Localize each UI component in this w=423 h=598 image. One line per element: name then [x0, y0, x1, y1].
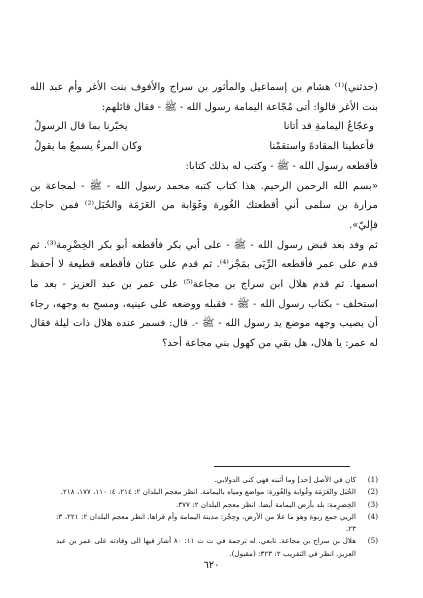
footnote-text: هلال بن سراج بن مجاعة. تابعي. له ترجمة في ت ت ١١: ٨٠ أشار فيها الى وفادته على عمر بن عبد العزيز. انظر في التقريب ٢: ٣٢٣: (مقبول). — [56, 536, 356, 558]
verse-line-2 — [30, 137, 378, 157]
verse-hemistich: يخبّرنا بما قال الرسولُ — [34, 121, 128, 133]
footnote-number: (4) — [367, 511, 378, 521]
footnote — [56, 499, 378, 511]
footnote-text: الريي جمع ربوة وهو ما علا من الأرض، وحِجْر: مدينة اليمامة وأم قراها. انظر معجم البلدان ٢: ٢٢١، ٣: ٢٣. — [56, 511, 356, 534]
footnotes — [56, 474, 378, 560]
footnote-number: (5) — [367, 536, 378, 546]
footnote — [56, 535, 378, 560]
footnote-number: (2) — [367, 487, 378, 497]
paragraph-letter: «بسم الله الرحمن الرحيم. هذا كتاب كتبه محمد رسول الله - ﷺ - لمجاعة بن مرارة بن سلمى أني أقطعتك الغُورة وغَوَابة من العَرَمَة والحُبَل⁽²⁾ فمن حاجك فإليّ». — [30, 180, 379, 231]
paragraph-grant: فأقطعه رسول الله - ﷺ - وكتب له بذلك كتابا: — [185, 160, 378, 172]
footnote-text: الخِضرِمة: بلد بأرض اليمامة أيضا. انظر معجم البلدان ٢: ٣٧٧. — [176, 499, 356, 509]
footnote-text: كان في الأصل [حد] وما أثبته فهي كنى الدولابي. — [214, 475, 356, 484]
footnote-number: (3) — [367, 499, 378, 509]
paragraph-intro: (حدثني)⁽¹⁾ هشام بن إسماعيل والمأثور بن سراج والأفوف بنت الأغر وأم عبد الله بنت الأغر قالوا: أتى مُجّاعة اليمامة رسول الله - ﷺ - فقال قائلهم: — [30, 82, 378, 113]
footnote-separator — [214, 466, 350, 467]
verse-hemistich: وعجّاعُ اليمامةِ قد أتانا — [283, 121, 374, 133]
footnote — [56, 511, 378, 536]
footnote-text: الحُبَل والعَرَمَة وغُوابة والغُورة: مواضع ومياه باليمامة. انظر معجم البلدان ٢: ٢١٤، ٤: ١١٠، ١٧٧، ٢١٨. — [60, 487, 356, 497]
footnote — [56, 486, 378, 498]
main-text — [30, 78, 378, 354]
page-number: ٦٢٠ — [203, 560, 220, 571]
verse-hemistich: فأعطينا المقادةَ واستقمْنا — [269, 141, 374, 153]
verse-line-1 — [30, 117, 378, 137]
paragraph-narrative: ثم وفد بعد قبض رسول الله - ﷺ - على أبي بكر فأقطعه أبو بكر الخِضْرِمة⁽³⁾. ثم قدم على عمر فأقطعه الرِّيَى بمَجْر⁽⁴⁾. ثم قدم على عثان فأقطعه قطيعة لا أحفظ اسمها. ثم قدم هلال ابن سراج بن مجاعة⁽⁵⁾ على عمر بن عبد العزيز - بعد ما استخلف - بكتاب رسول الله - ﷺ - فقبله ووضعه على عينيه، ومسح به وجهه، رجاء أن يصيب وجهه موضع يد رسول الله - ﷺ -. قال: فسمر عنده هلال ذات ليلة فقال له عمر: يا هلال، هل بقي من كهول بني مجاعة أحد؟ — [30, 239, 378, 350]
footnote-number: (1) — [367, 475, 378, 484]
footnote — [56, 474, 378, 486]
verse-hemistich: وكان المرءُ يسمعُ ما يقولُ — [34, 141, 142, 153]
